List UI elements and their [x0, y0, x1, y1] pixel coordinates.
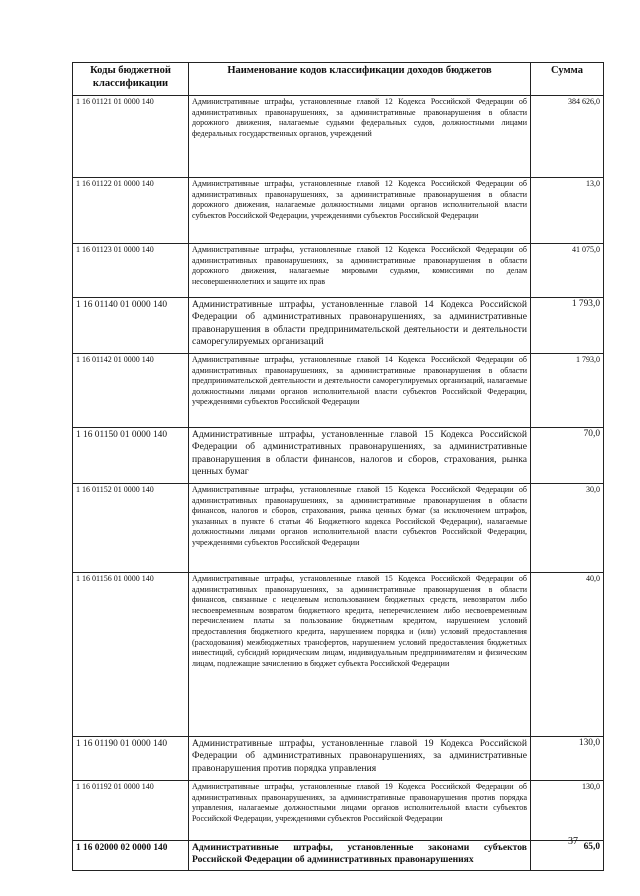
table-row [73, 428, 604, 484]
table-row [73, 737, 604, 781]
table-row [73, 573, 604, 737]
row-name: Административные штрафы, установленные главой 15 Кодекса Российской Федерации об административных правонарушениях, за административные правонарушения в области финансов, налогов и сборов, страхования, рынка ценных бумаг [189, 428, 531, 484]
table-row [73, 96, 604, 178]
row-code: 1 16 01152 01 0000 140 [73, 484, 189, 573]
row-sum: 41 075,0 [531, 244, 604, 298]
row-code: 1 16 01190 01 0000 140 [73, 737, 189, 781]
row-name: Административные штрафы, установленные законами субъектов Российской Федерации об административных правонарушениях [189, 841, 531, 871]
row-name: Административные штрафы, установленные главой 15 Кодекса Российской Федерации об административных правонарушениях, за административные правонарушения в области финансов, связанные с нецелевым использованием бюджетных средств, невозвратом либо несвоевременным возвратом бюджетного кредита, неперечислением либо несвоевременным перечислением платы за пользование бюджетным кредитом, нарушением условий предоставления бюджетного кредита, нарушением порядка и (или) условий предоставления (расходования) межбюджетных трансфертов, нарушением условий предоставления бюджетных инвестиций, субсидий юридическим лицам, индивидуальным предпринимателям и физическим лицам, подлежащие зачислению в бюджет субъекта Российской Федерации [189, 573, 531, 737]
row-code: 1 16 02000 02 0000 140 [73, 841, 189, 871]
row-name: Административные штрафы, установленные главой 14 Кодекса Российской Федерации об административных правонарушениях, за административные правонарушения в области предпринимательской деятельности и деятельности саморегулируемых организаций [189, 298, 531, 354]
row-code: 1 16 01156 01 0000 140 [73, 573, 189, 737]
row-name: Административные штрафы, установленные главой 12 Кодекса Российской Федерации об административных правонарушениях, за административные правонарушения в области дорожного движения, налагаемые мировыми судьями, комиссиями по делам несовершеннолетних и защите их прав [189, 244, 531, 298]
row-sum: 384 626,0 [531, 96, 604, 178]
table-row [73, 841, 604, 871]
table-row [73, 484, 604, 573]
row-name: Административные штрафы, установленные главой 19 Кодекса Российской Федерации об административных правонарушениях, за административные правонарушения против порядка управления, налагаемые должностными лицами органов исполнительной власти субъектов Российской Федерации, учреждениями субъектов Российской Федерации [189, 781, 531, 841]
row-name: Административные штрафы, установленные главой 19 Кодекса Российской Федерации об административных правонарушениях, за административные правонарушения против порядка управления [189, 737, 531, 781]
row-sum: 130,0 [531, 737, 604, 781]
row-sum: 13,0 [531, 178, 604, 244]
row-code: 1 16 01121 01 0000 140 [73, 96, 189, 178]
name-column-header: Наименование кодов классификации доходов бюджетов [189, 63, 531, 96]
row-sum: 1 793,0 [531, 298, 604, 354]
row-sum: 65,0 [531, 841, 604, 871]
row-sum: 1 793,0 [531, 354, 604, 428]
row-code: 1 16 01140 01 0000 140 [73, 298, 189, 354]
table-row [73, 178, 604, 244]
row-sum: 70,0 [531, 428, 604, 484]
row-code: 1 16 01142 01 0000 140 [73, 354, 189, 428]
code-column-header: Коды бюджетной классификации [73, 63, 189, 96]
row-name: Административные штрафы, установленные главой 12 Кодекса Российской Федерации об административных правонарушениях, за административные правонарушения в области дорожного движения, налагаемые судьями федеральных судов, должностными лицами федеральных государственных органов, учреждений [189, 96, 531, 178]
row-code: 1 16 01192 01 0000 140 [73, 781, 189, 841]
row-code: 1 16 01150 01 0000 140 [73, 428, 189, 484]
row-name: Административные штрафы, установленные главой 15 Кодекса Российской Федерации об административных правонарушениях, за административные правонарушения в области финансов, налогов и сборов, страхования, рынка ценных бумаг (за исключением штрафов, указанных в пункте 6 статьи 46 Бюджетного кодекса Российской Федерации), налагаемые должностными лицами органов исполнительной власти субъектов Российской Федерации, учреждениями субъектов Российской Федерации [189, 484, 531, 573]
table-row [73, 354, 604, 428]
row-code: 1 16 01123 01 0000 140 [73, 244, 189, 298]
table-header-row [73, 63, 604, 96]
table-row [73, 298, 604, 354]
page-number: 37 [568, 836, 578, 847]
table-row [73, 781, 604, 841]
row-sum: 40,0 [531, 573, 604, 737]
row-name: Административные штрафы, установленные главой 12 Кодекса Российской Федерации об административных правонарушениях, за административные правонарушения в области дорожного движения, налагаемые должностными лицами органов исполнительной власти субъектов Российской Федерации, учреждениями субъектов Российской Федерации [189, 178, 531, 244]
row-code: 1 16 01122 01 0000 140 [73, 178, 189, 244]
sum-column-header: Сумма [531, 63, 604, 96]
row-sum: 130,0 [531, 781, 604, 841]
table-row [73, 244, 604, 298]
row-name: Административные штрафы, установленные главой 14 Кодекса Российской Федерации об административных правонарушениях, за административные правонарушения в области предпринимательской деятельности и деятельности саморегулируемых организаций, налагаемые должностными лицами органов исполнительной власти субъектов Российской Федерации, учреждениями субъектов Российской Федерации [189, 354, 531, 428]
budget-classification-table [72, 62, 604, 871]
row-sum: 30,0 [531, 484, 604, 573]
